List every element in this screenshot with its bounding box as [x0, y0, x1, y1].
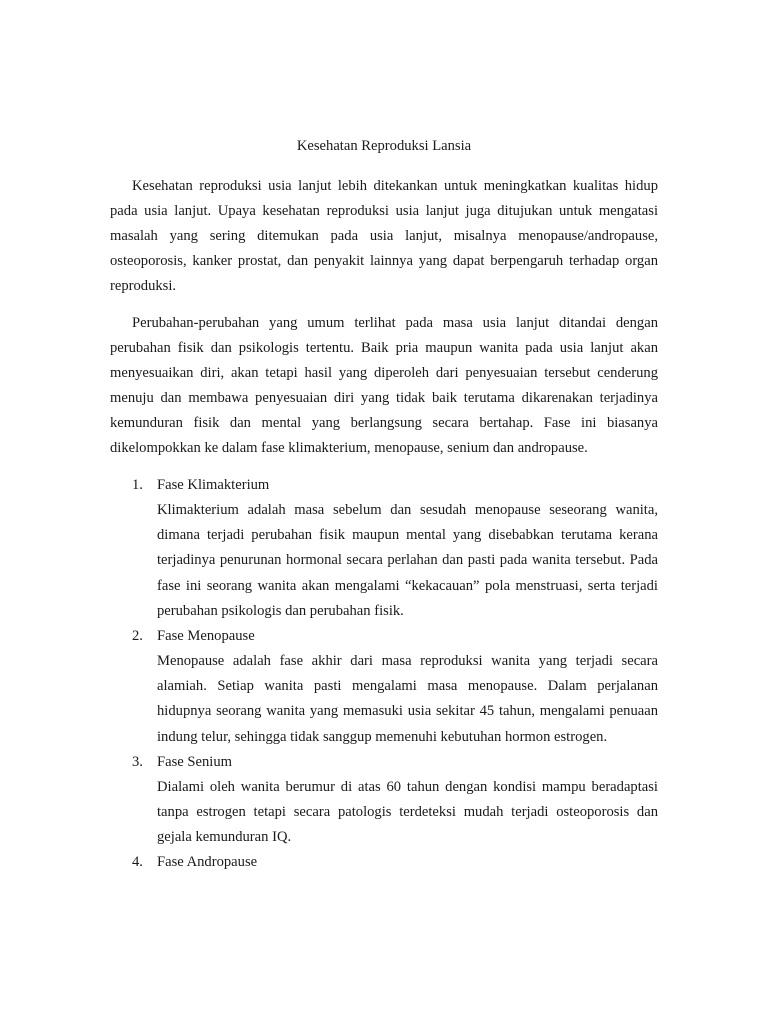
- paragraph-intro: Kesehatan reproduksi usia lanjut lebih ditekankan untuk meningkatkan kualitas hidup pada usia lanjut. Upaya kesehatan reproduksi usia lanjut juga ditujukan untuk mengatasi masalah yang sering ditemukan pada usia lanjut, misalnya menopause/andropause, osteoporosis, kanker prostat, dan penyakit lainnya yang dapat berpengaruh terhadap organ reproduksi.: [110, 178, 658, 294]
- phase-title: Fase Senium: [157, 753, 232, 770]
- phase-item-klimakterium: [110, 473, 658, 624]
- list-number: 4.: [132, 854, 143, 871]
- phase-item-menopause: [110, 624, 658, 750]
- phase-description: Klimakterium adalah masa sebelum dan sesudah menopause seseorang wanita, dimana terjadi perubahan fisik maupun mental yang disebabkan terutama kerana terjadinya penurunan hormonal secara perlahan dan pasti pada wanita tersebut. Pada fase ini seorang wanita akan mengalami “kekacauan” pola menstruasi, serta terjadi perubahan psikologis dan perubahan fisik.: [157, 502, 658, 619]
- phase-title: Fase Andropause: [157, 854, 258, 871]
- phase-item-andropause: [110, 850, 658, 875]
- list-number: 2.: [132, 628, 143, 645]
- phase-title: Fase Klimakterium: [157, 477, 270, 493]
- phase-item-senium: [110, 750, 658, 851]
- list-number: 3.: [132, 753, 143, 770]
- paragraph-changes: Perubahan-perubahan yang umum terlihat pada masa usia lanjut ditandai dengan perubahan fisik dan psikologis tertentu. Baik pria maupun wanita pada usia lanjut akan menyesuaikan diri, akan tetapi hasil yang diperoleh dari penyesuaian tersebut cenderung menuju dan membawa penyesuaian diri yang tidak baik terutama dikarenakan terjadinya kemunduran fisik dan mental yang berlangsung secara bertahap. Fase ini biasanya dikelompokkan ke dalam fase klimakterium, menopause, senium dan andropause.: [110, 315, 658, 456]
- phase-list: [110, 473, 658, 875]
- document-title: Kesehatan Reproduksi Lansia: [296, 138, 472, 154]
- phase-title: Fase Menopause: [157, 628, 255, 645]
- phase-description: Menopause adalah fase akhir dari masa reproduksi wanita yang terjadi secara alamiah. Setiap wanita pasti mengalami masa menopause. Dalam perjalanan hidupnya seorang wanita yang memasuki usia sekitar 45 tahun, mengalami penuaan indung telur, sehingga tidak sanggup memenuhi kebutuhan hormon estrogen.: [157, 653, 658, 745]
- list-number: 1.: [132, 477, 143, 493]
- phase-description: Dialami oleh wanita berumur di atas 60 tahun dengan kondisi mampu beradaptasi tanpa estrogen tetapi secara patologis terdeteksi mudah terjadi osteoporosis dan gejala kemunduran IQ.: [157, 778, 658, 846]
